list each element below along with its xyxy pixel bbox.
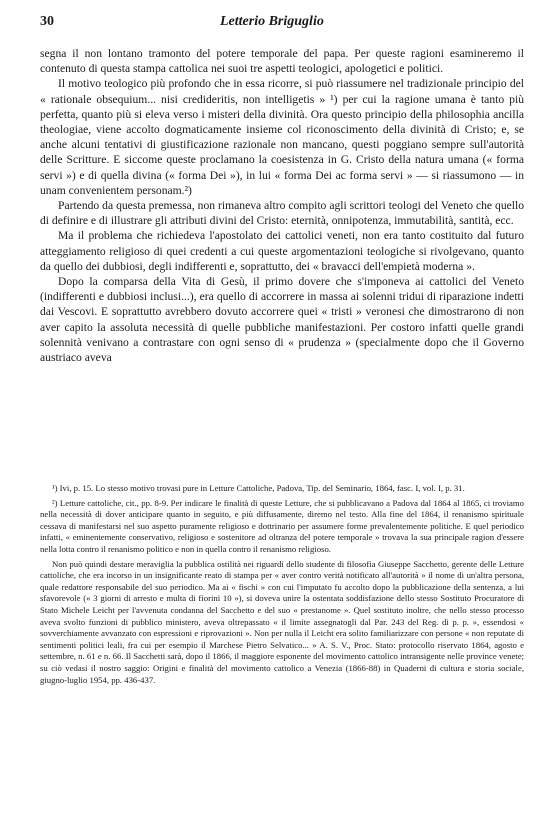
- footnote: ¹) Ivi, p. 15. Lo stesso motivo trovasi pure in Letture Cattoliche, Padova, Tip. del Seminario, 1864, fasc. I, vol. I, p. 31.: [52, 483, 465, 493]
- footnote: ²) Letture cattoliche, cit., pp. 8-9. Per indicare le finalità di queste Letture, che si pubblicavano a Padova dal 1864 al 1865, ci troviamo nella necessità di dover anticipare quanto in seguito, e più diffusamente, diremo nel testo. Alla fine del 1864, il renanismo spirituale cessava di manifestarsi nel suo aspetto puramente religioso e dottrinario per assumere forme prevalentemente politiche. E quel periodico infatti, « eminentemente conservativo, religioso e sostenitore ad oltranza del potere temporale » trovava la sua principale ragion d'essere nella lotta contro il renanismo politico e non in quella contro il renanismo religioso.: [40, 497, 524, 554]
- paragraph: Il motivo teologico più profondo che in essa ricorre, si può riassumere nel tradizionale principio del « rationale obsequium... nisi credideritis, non intelligetis » ¹) per cui la ragione umana è tanto più perfetta, quanto più si eleva verso i misteri della divinità. Ora questo principio della philosophia ancilla theologiae, viene accolto dogmaticamente insieme col riconoscimento della divinità di Cristo; e, se anche alcuni tentativi di giustificazione razionale non mancano, questi poggiano sempre sull'autorità delle Scritture. E siccome queste proclamano la coesistenza in G. Cristo della natura umana (« forma servi ») e di quella divina (« forma Dei »), in lui « forma Dei ac forma servi » — si riassumono — in unam convenientem personam.²): [40, 77, 524, 197]
- footnote: Non può quindi destare meraviglia la pubblica ostilità nei riguardi dello studente di filosofia Giuseppe Sacchetto, gerente delle Letture cattoliche, che era incorso in un insignificante reato di stampa per « aver contro verità notificato all'autorità » il nome di un'altra persona, quale redattore responsabile del suo periodico. Ma ai « fischi » con cui l'imputato fu accolto dopo la pubblicazione della sentenza, a lui sfavorevole (« 3 giorni di arresto e multa di fiorini 10 »), si doveva unire la ostentata soddisfazione dello stesso Sostituto Procuratore di Stato Michele Leicht per l'avvenuta condanna del Sacchetto e del suo « prestanome ». Quel sostituto inoltre, che nello stesso processo aveva svolto funzioni di pubblico ministero, aveva oltrepassato « il limite assegnatogli dal Par. 243 del Reg. di p. p. », essendosi « sovverchiamente avvanzato con espressioni e riprovazioni ». Non per nulla il Leicht era solito familiarizzare con persone « non reputate di sentimenti politici leali, fra cui per esempio il Marchese Pietro Selvatico... » A. S. V., Proc. Stato: protocollo riservato 1864, agosto e settembre, n. 61 e n. 66. Il Sacchetti sarà, dopo il 1866, il maggiore esponente del movimento cattolico intransigente nelle province venete; su ciò vedasi il nostro saggio: Origini e finalità del movimento cattolico a Venezia (1866-88) in Quaderni di cultura e storia sociale, giugno-luglio 1954, pp. 436-437.: [40, 558, 524, 685]
- page-header: [40, 10, 520, 32]
- paragraph: segna il non lontano tramonto del potere temporale del papa. Per queste ragioni esamineremo il contenuto di questa stampa cattolica nei suoi tre aspetti teologici, apologetici e politici.: [40, 47, 524, 76]
- paragraph: Dopo la comparsa della Vita di Gesù, il primo dovere che s'imponeva ai cattolici del Veneto (indifferenti e dubbiosi inclusi...), era quello di accorrere in massa ai solenni tridui di riparazione indetti dai Vescovi. E soprattutto avrebbero dovuto accorrere quei « tristi » veronesi che dimostrarono di non aver capito la assoluta necessità di quelle pubbliche manifestazioni. Per costoro infatti quelle grandi solennità venivano a contrastare con ogni senso di « prudenza » (specialmente dopo che il Governo austriaco aveva: [40, 275, 524, 365]
- running-head: Letterio Briguglio: [220, 14, 324, 29]
- main-text: [40, 46, 524, 365]
- page-number: 30: [40, 14, 54, 29]
- paragraph: Ma il problema che richiedeva l'apostolato dei cattolici veneti, non era tanto costituito dal futuro atteggiamento religioso di quei credenti a cui queste argomentazioni teologiche si rivolgevano, quanto da quello dei dubbiosi, degli indifferenti e, soprattutto, dei « bravacci dell'empietà moderna ».: [40, 229, 524, 273]
- paragraph: Partendo da questa premessa, non rimaneva altro compito agli scrittori teologi del Veneto che quello di definire e di illustrare gli attributi divini del Cristo: eternità, onnipotenza, immutabilità, santità, ecc.: [40, 199, 524, 228]
- footnotes: [40, 483, 524, 689]
